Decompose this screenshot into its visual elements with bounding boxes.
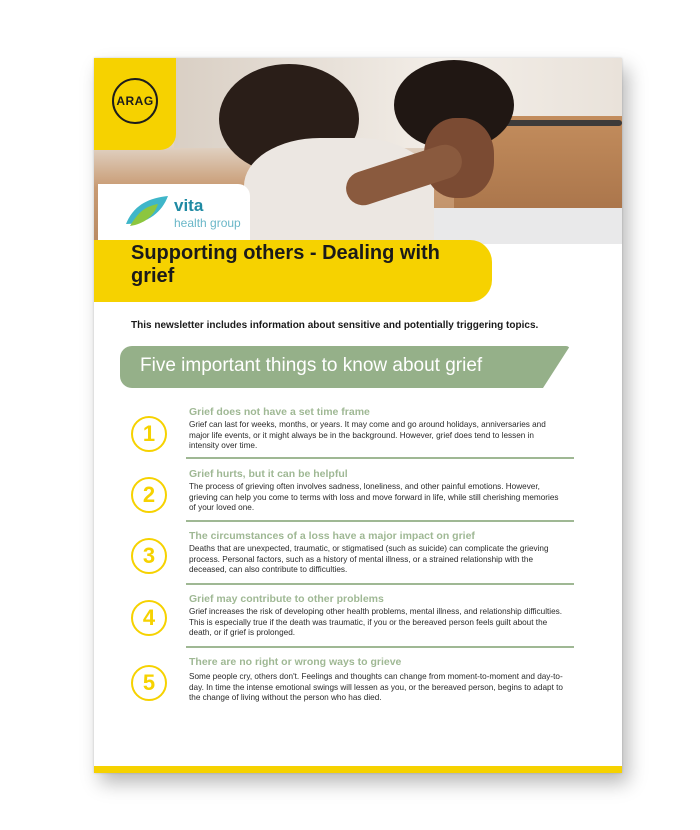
item-2-heading: Grief hurts, but it can be helpful — [189, 468, 348, 480]
item-3-heading: The circumstances of a loss have a major impact on grief — [189, 530, 475, 542]
number-2-icon: 2 — [131, 477, 167, 513]
leaf-icon — [124, 194, 170, 230]
item-5-body: Some people cry, others don't. Feelings and thoughts can change from moment-to-moment and day-to-day. In time the intense emotional swings will lessen as you, or the bereaved person, begins to adapt to the change of living without the person who has died. — [189, 672, 563, 703]
item-1-heading: Grief does not have a set time frame — [189, 406, 370, 418]
item-1-body: Grief can last for weeks, months, or years. It may come and go around holidays, anniversaries and major life events, or it might always be in the background. However, grief does tend to lessen in intensity over time. — [189, 420, 546, 451]
item-4-body: Grief increases the risk of developing other health problems, mental illness, and relationship difficulties. This is especially true if the death was traumatic, if you or the bereaved person feels guilt about the death, or if grief is prolonged. — [189, 607, 563, 638]
arag-logo-tab — [94, 58, 176, 150]
item-4-heading: Grief may contribute to other problems — [189, 593, 384, 605]
newsletter-page — [94, 58, 622, 773]
vita-health-group-logo — [98, 184, 250, 240]
item-5-heading: There are no right or wrong ways to grieve — [189, 656, 402, 668]
page-title: Supporting others - Dealing with grief — [131, 242, 440, 287]
intro-text: This newsletter includes information about sensitive and potentially triggering topics. — [131, 320, 539, 331]
arag-logo: ARAG — [112, 78, 158, 124]
number-1-icon: 1 — [131, 416, 167, 452]
vita-sub: health group — [174, 216, 241, 230]
bottom-accent-bar — [94, 766, 622, 773]
number-5-icon: 5 — [131, 665, 167, 701]
number-3-icon: 3 — [131, 538, 167, 574]
item-2-body: The process of grieving often involves sadness, loneliness, and other painful emotions. However, grieving can help you come to terms with loss and move forward in life, while still cherishing memories of your loved one. — [189, 482, 559, 513]
divider — [186, 520, 574, 522]
item-3-body: Deaths that are unexpected, traumatic, or stigmatised (such as suicide) can complicate the grieving process. Personal factors, such as a history of mental illness, or a strained relationship with the deceased, can also contribute to difficulties. — [189, 544, 549, 575]
number-4-icon: 4 — [131, 600, 167, 636]
divider — [186, 457, 574, 459]
section-title: Five important things to know about grief — [140, 355, 483, 376]
divider — [186, 583, 574, 585]
vita-name: vita — [174, 196, 204, 215]
divider — [186, 646, 574, 648]
